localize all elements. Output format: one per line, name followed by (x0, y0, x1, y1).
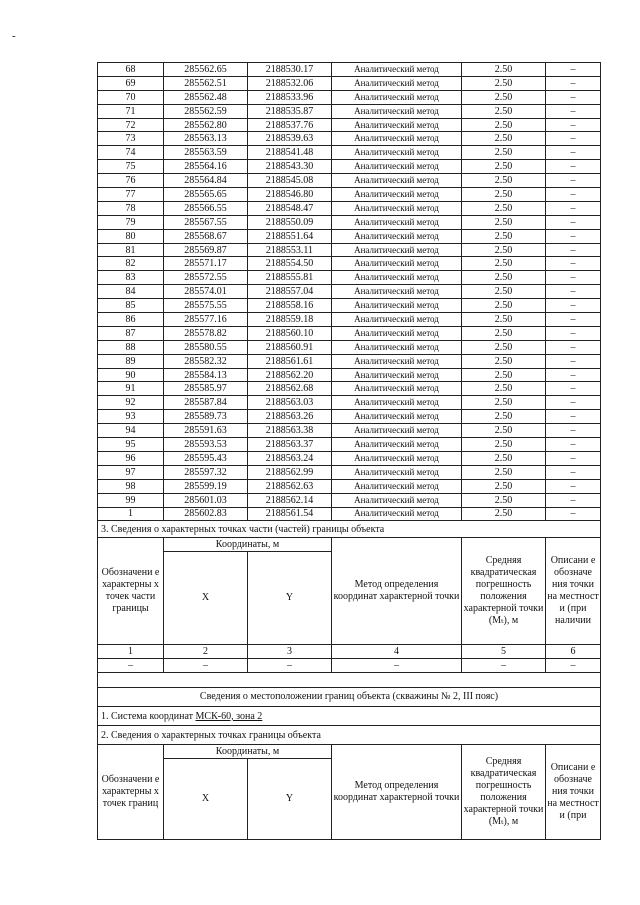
coord-y-cell: 2188543.30 (248, 160, 332, 174)
point-number-cell: 81 (98, 243, 164, 257)
point-number-cell: 75 (98, 160, 164, 174)
table-row (98, 188, 601, 202)
section3-header-description: Описани е обозначе ния точки на местност и (при наличии (546, 538, 601, 645)
method-cell: Аналитический метод (332, 271, 462, 285)
accuracy-cell: 2.50 (462, 340, 546, 354)
coord-y-cell: 2188563.03 (248, 396, 332, 410)
description-cell: – (546, 465, 601, 479)
accuracy-cell: 2.50 (462, 299, 546, 313)
coord-x-cell: 285563.59 (164, 146, 248, 160)
section2-header-method: Метод определения координат характерной точки (332, 745, 462, 840)
coord-x-cell: 285567.55 (164, 215, 248, 229)
description-cell: – (546, 285, 601, 299)
coord-x-cell: 285584.13 (164, 368, 248, 382)
description-cell: – (546, 451, 601, 465)
point-number-cell: 83 (98, 271, 164, 285)
table-row (98, 90, 601, 104)
point-number-cell: 71 (98, 104, 164, 118)
description-cell: – (546, 63, 601, 77)
accuracy-cell: 2.50 (462, 493, 546, 507)
coord-y-cell: 2188561.54 (248, 507, 332, 521)
description-cell: – (546, 368, 601, 382)
point-number-cell: 87 (98, 326, 164, 340)
coord-x-cell: 285602.83 (164, 507, 248, 521)
point-number-cell: 86 (98, 313, 164, 327)
coord-y-cell: 2188561.61 (248, 354, 332, 368)
table-row (98, 257, 601, 271)
coord-y-cell: 2188546.80 (248, 188, 332, 202)
point-number-cell: 91 (98, 382, 164, 396)
method-cell: Аналитический метод (332, 146, 462, 160)
table-row (98, 104, 601, 118)
method-cell: Аналитический метод (332, 188, 462, 202)
description-cell: – (546, 215, 601, 229)
section3-title: 3. Сведения о характерных точках части (частей) границы объекта (98, 521, 601, 538)
point-number-cell: 79 (98, 215, 164, 229)
coord-y-cell: 2188530.17 (248, 63, 332, 77)
location-header: Сведения о местоположении границ объекта (скважины № 2, III пояс) (98, 688, 601, 707)
accuracy-cell: 2.50 (462, 451, 546, 465)
coord-x-cell: 285575.55 (164, 299, 248, 313)
description-cell: – (546, 118, 601, 132)
table-row (98, 410, 601, 424)
section3-empty-cell: – (164, 659, 248, 673)
description-cell: – (546, 382, 601, 396)
coord-system-value: МСК-60, зона 2 (195, 710, 263, 722)
coord-y-cell: 2188562.14 (248, 493, 332, 507)
point-number-cell: 95 (98, 438, 164, 452)
accuracy-cell: 2.50 (462, 63, 546, 77)
coord-y-cell: 2188555.81 (248, 271, 332, 285)
point-number-cell: 80 (98, 229, 164, 243)
accuracy-cell: 2.50 (462, 479, 546, 493)
accuracy-cell: 2.50 (462, 465, 546, 479)
table-row (98, 313, 601, 327)
table-row (98, 285, 601, 299)
method-cell: Аналитический метод (332, 326, 462, 340)
method-cell: Аналитический метод (332, 479, 462, 493)
coord-y-cell: 2188535.87 (248, 104, 332, 118)
table-row (98, 243, 601, 257)
description-cell: – (546, 201, 601, 215)
coord-x-cell: 285562.51 (164, 76, 248, 90)
coord-x-cell: 285562.48 (164, 90, 248, 104)
accuracy-cell: 2.50 (462, 271, 546, 285)
points-table-body (98, 63, 601, 521)
description-cell: – (546, 229, 601, 243)
accuracy-cell: 2.50 (462, 354, 546, 368)
point-number-cell: 85 (98, 299, 164, 313)
description-cell: – (546, 188, 601, 202)
point-number-cell: 84 (98, 285, 164, 299)
coord-x-cell: 285572.55 (164, 271, 248, 285)
accuracy-cell: 2.50 (462, 438, 546, 452)
accuracy-cell: 2.50 (462, 118, 546, 132)
method-cell: Аналитический метод (332, 76, 462, 90)
coord-x-cell: 285565.65 (164, 188, 248, 202)
section2-header-coords: Координаты, м (164, 745, 332, 759)
point-number-cell: 1 (98, 507, 164, 521)
description-cell: – (546, 146, 601, 160)
coord-y-cell: 2188551.64 (248, 229, 332, 243)
description-cell: – (546, 160, 601, 174)
method-cell: Аналитический метод (332, 229, 462, 243)
point-number-cell: 77 (98, 188, 164, 202)
section3-empty-cell: – (332, 659, 462, 673)
section3-header-designation: Обозначени е характерны х точек части границы (98, 538, 164, 645)
description-cell: – (546, 326, 601, 340)
coordinates-table (97, 62, 601, 840)
point-number-cell: 93 (98, 410, 164, 424)
section3-empty-cell: – (248, 659, 332, 673)
section3-header-method: Метод определения координат характерной точки (332, 538, 462, 645)
coord-x-cell: 285562.80 (164, 118, 248, 132)
method-cell: Аналитический метод (332, 368, 462, 382)
coord-x-cell: 285599.19 (164, 479, 248, 493)
coord-x-cell: 285563.13 (164, 132, 248, 146)
coord-x-cell: 285580.55 (164, 340, 248, 354)
description-cell: – (546, 76, 601, 90)
coord-y-cell: 2188548.47 (248, 201, 332, 215)
coord-y-cell: 2188537.76 (248, 118, 332, 132)
point-number-cell: 90 (98, 368, 164, 382)
coord-x-cell: 285564.84 (164, 174, 248, 188)
table-row (98, 438, 601, 452)
coord-x-cell: 285578.82 (164, 326, 248, 340)
table-row (98, 382, 601, 396)
table-row (98, 354, 601, 368)
point-number-cell: 73 (98, 132, 164, 146)
accuracy-cell: 2.50 (462, 90, 546, 104)
method-cell: Аналитический метод (332, 174, 462, 188)
method-cell: Аналитический метод (332, 493, 462, 507)
accuracy-cell: 2.50 (462, 201, 546, 215)
table-row (98, 201, 601, 215)
description-cell: – (546, 90, 601, 104)
table-row (98, 326, 601, 340)
point-number-cell: 76 (98, 174, 164, 188)
table-row (98, 424, 601, 438)
accuracy-cell: 2.50 (462, 76, 546, 90)
description-cell: – (546, 257, 601, 271)
point-number-cell: 97 (98, 465, 164, 479)
accuracy-cell: 2.50 (462, 382, 546, 396)
coord-y-cell: 2188541.48 (248, 146, 332, 160)
point-number-cell: 88 (98, 340, 164, 354)
section2-header-accuracy: Средняя квадратическая погрешность положения характерной точки (Mₜ), м (462, 745, 546, 840)
corner-mark: - (12, 30, 16, 42)
coord-x-cell: 285562.65 (164, 63, 248, 77)
point-number-cell: 78 (98, 201, 164, 215)
accuracy-cell: 2.50 (462, 229, 546, 243)
coord-x-cell: 285593.53 (164, 438, 248, 452)
table-row (98, 174, 601, 188)
description-cell: – (546, 396, 601, 410)
method-cell: Аналитический метод (332, 451, 462, 465)
accuracy-cell: 2.50 (462, 188, 546, 202)
coord-y-cell: 2188563.37 (248, 438, 332, 452)
table-row (98, 215, 601, 229)
method-cell: Аналитический метод (332, 160, 462, 174)
section3-header-y: Y (248, 552, 332, 645)
coord-system (98, 707, 601, 726)
table-row (98, 132, 601, 146)
coord-y-cell: 2188550.09 (248, 215, 332, 229)
method-cell: Аналитический метод (332, 243, 462, 257)
coord-y-cell: 2188563.38 (248, 424, 332, 438)
table-row (98, 229, 601, 243)
method-cell: Аналитический метод (332, 299, 462, 313)
method-cell: Аналитический метод (332, 118, 462, 132)
coord-x-cell: 285574.01 (164, 285, 248, 299)
coord-y-cell: 2188558.16 (248, 299, 332, 313)
accuracy-cell: 2.50 (462, 174, 546, 188)
coord-y-cell: 2188553.11 (248, 243, 332, 257)
table-row (98, 63, 601, 77)
table-row (98, 507, 601, 521)
coord-x-cell: 285569.87 (164, 243, 248, 257)
section3-col-num: 1 (98, 645, 164, 659)
coord-x-cell: 285562.59 (164, 104, 248, 118)
section3-col-num: 5 (462, 645, 546, 659)
spacer-row (98, 673, 601, 688)
point-number-cell: 92 (98, 396, 164, 410)
accuracy-cell: 2.50 (462, 257, 546, 271)
coord-y-cell: 2188559.18 (248, 313, 332, 327)
accuracy-cell: 2.50 (462, 424, 546, 438)
description-cell: – (546, 299, 601, 313)
coord-x-cell: 285587.84 (164, 396, 248, 410)
point-number-cell: 74 (98, 146, 164, 160)
table-row (98, 76, 601, 90)
coord-y-cell: 2188563.26 (248, 410, 332, 424)
method-cell: Аналитический метод (332, 215, 462, 229)
point-number-cell: 69 (98, 76, 164, 90)
description-cell: – (546, 410, 601, 424)
coord-x-cell: 285591.63 (164, 424, 248, 438)
accuracy-cell: 2.50 (462, 146, 546, 160)
accuracy-cell: 2.50 (462, 285, 546, 299)
method-cell: Аналитический метод (332, 257, 462, 271)
description-cell: – (546, 271, 601, 285)
coord-y-cell: 2188554.50 (248, 257, 332, 271)
method-cell: Аналитический метод (332, 424, 462, 438)
section3-empty-cell: – (98, 659, 164, 673)
coord-y-cell: 2188533.96 (248, 90, 332, 104)
section2-header-x: X (164, 759, 248, 840)
coord-x-cell: 285589.73 (164, 410, 248, 424)
point-number-cell: 70 (98, 90, 164, 104)
description-cell: – (546, 424, 601, 438)
method-cell: Аналитический метод (332, 313, 462, 327)
coord-x-cell: 285595.43 (164, 451, 248, 465)
table-row (98, 146, 601, 160)
coord-y-cell: 2188532.06 (248, 76, 332, 90)
accuracy-cell: 2.50 (462, 507, 546, 521)
description-cell: – (546, 132, 601, 146)
point-number-cell: 98 (98, 479, 164, 493)
method-cell: Аналитический метод (332, 285, 462, 299)
coord-y-cell: 2188562.68 (248, 382, 332, 396)
description-cell: – (546, 507, 601, 521)
method-cell: Аналитический метод (332, 104, 462, 118)
table-row (98, 340, 601, 354)
point-number-cell: 72 (98, 118, 164, 132)
method-cell: Аналитический метод (332, 340, 462, 354)
section3-header-coords: Координаты, м (164, 538, 332, 552)
coord-x-cell: 285582.32 (164, 354, 248, 368)
coord-x-cell: 285601.03 (164, 493, 248, 507)
table-row (98, 368, 601, 382)
description-cell: – (546, 354, 601, 368)
method-cell: Аналитический метод (332, 465, 462, 479)
description-cell: – (546, 104, 601, 118)
table-row (98, 493, 601, 507)
description-cell: – (546, 340, 601, 354)
description-cell: – (546, 493, 601, 507)
point-number-cell: 99 (98, 493, 164, 507)
section3-header-x: X (164, 552, 248, 645)
description-cell: – (546, 174, 601, 188)
section3-col-num: 6 (546, 645, 601, 659)
method-cell: Аналитический метод (332, 438, 462, 452)
section3-col-num: 4 (332, 645, 462, 659)
coord-y-cell: 2188563.24 (248, 451, 332, 465)
point-number-cell: 82 (98, 257, 164, 271)
coord-y-cell: 2188562.20 (248, 368, 332, 382)
coord-system-prefix: 1. Система координат (101, 710, 196, 722)
point-number-cell: 89 (98, 354, 164, 368)
coord-y-cell: 2188560.91 (248, 340, 332, 354)
point-number-cell: 96 (98, 451, 164, 465)
section2-header-designation: Обозначени е характерны х точек границ (98, 745, 164, 840)
section3-col-num: 2 (164, 645, 248, 659)
accuracy-cell: 2.50 (462, 104, 546, 118)
method-cell: Аналитический метод (332, 90, 462, 104)
accuracy-cell: 2.50 (462, 132, 546, 146)
point-number-cell: 94 (98, 424, 164, 438)
description-cell: – (546, 313, 601, 327)
coord-y-cell: 2188557.04 (248, 285, 332, 299)
table-row (98, 479, 601, 493)
method-cell: Аналитический метод (332, 410, 462, 424)
table-row (98, 160, 601, 174)
description-cell: – (546, 479, 601, 493)
method-cell: Аналитический метод (332, 507, 462, 521)
coord-y-cell: 2188539.63 (248, 132, 332, 146)
accuracy-cell: 2.50 (462, 160, 546, 174)
coord-x-cell: 285597.32 (164, 465, 248, 479)
table-row (98, 299, 601, 313)
accuracy-cell: 2.50 (462, 243, 546, 257)
method-cell: Аналитический метод (332, 382, 462, 396)
description-cell: – (546, 438, 601, 452)
method-cell: Аналитический метод (332, 63, 462, 77)
coord-y-cell: 2188545.08 (248, 174, 332, 188)
coord-x-cell: 285585.97 (164, 382, 248, 396)
coord-x-cell: 285568.67 (164, 229, 248, 243)
section3-empty-cell: – (462, 659, 546, 673)
accuracy-cell: 2.50 (462, 396, 546, 410)
table-row (98, 118, 601, 132)
coord-x-cell: 285571.17 (164, 257, 248, 271)
accuracy-cell: 2.50 (462, 215, 546, 229)
coord-x-cell: 285566.55 (164, 201, 248, 215)
accuracy-cell: 2.50 (462, 313, 546, 327)
table-row (98, 396, 601, 410)
method-cell: Аналитический метод (332, 354, 462, 368)
table-row (98, 451, 601, 465)
method-cell: Аналитический метод (332, 396, 462, 410)
section3-header-accuracy: Средняя квадратическая погрешность положения характерной точки (Mₜ), м (462, 538, 546, 645)
accuracy-cell: 2.50 (462, 368, 546, 382)
description-cell: – (546, 243, 601, 257)
method-cell: Аналитический метод (332, 201, 462, 215)
section3-empty-cell: – (546, 659, 601, 673)
point-number-cell: 68 (98, 63, 164, 77)
accuracy-cell: 2.50 (462, 410, 546, 424)
section2-header-y: Y (248, 759, 332, 840)
method-cell: Аналитический метод (332, 132, 462, 146)
section2-title: 2. Сведения о характерных точках границы объекта (98, 726, 601, 745)
coord-y-cell: 2188560.10 (248, 326, 332, 340)
coord-x-cell: 285577.16 (164, 313, 248, 327)
table-row (98, 465, 601, 479)
section2-header-description: Описани е обозначе ния точки на местност и (при (546, 745, 601, 840)
section3-col-num: 3 (248, 645, 332, 659)
table-row (98, 271, 601, 285)
accuracy-cell: 2.50 (462, 326, 546, 340)
coord-y-cell: 2188562.63 (248, 479, 332, 493)
coord-x-cell: 285564.16 (164, 160, 248, 174)
coord-y-cell: 2188562.99 (248, 465, 332, 479)
